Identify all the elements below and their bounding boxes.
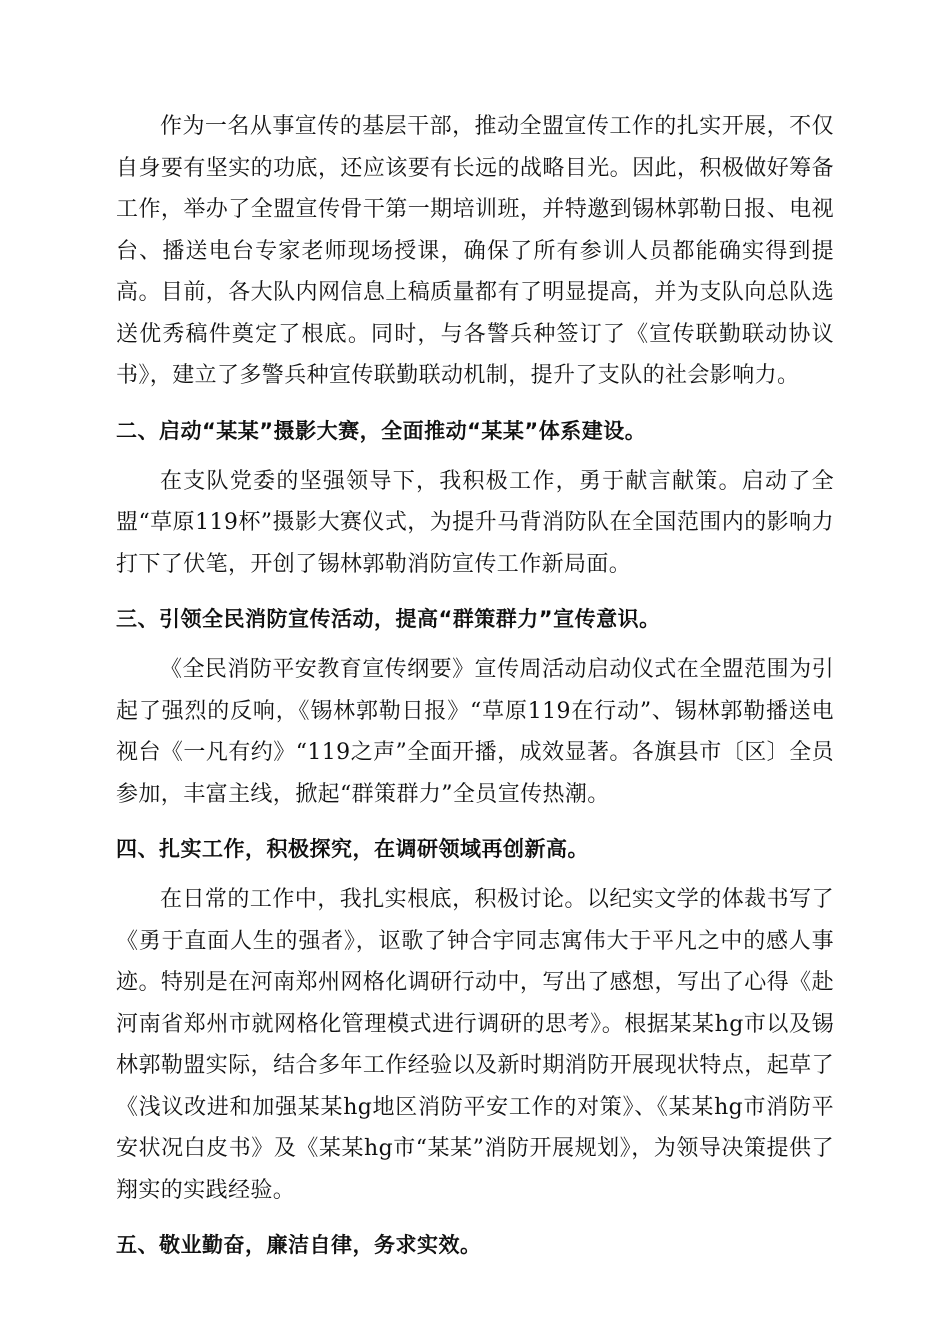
spacer: [116, 1211, 834, 1225]
paragraph-research-work: 在日常的工作中，我扎实根底，积极讨论。以纪实文学的体裁书写了《勇于直面人生的强者》，讴歌了钟合宇同志寓伟大于平凡之中的感人事迹。特别是在河南郑州网格化调研行动中，写出了感想，写出了心得《赴河南省郑州市就网格化管理模式进行调研的思考》。根据某某hg市以及锡林郭勒盟实际，结合多年工作经验以及新时期消防开展现状特点，起草了《浅议改进和加强某某hg地区消防平安工作的对策》、《某某hg市消防平安状况白皮书》及《某某hg市“某某”消防开展规划》，为领导决策提供了翔实的实践经验。: [116, 887, 834, 1203]
spacer: [116, 869, 834, 879]
paragraph-publicity-training: 作为一名从事宣传的基层干部，推动全盟宣传工作的扎实开展，不仅自身要有坚实的功底，还应该要有长远的战略目光。因此，积极做好筹备工作，举办了全盟宣传骨干第一期培训班，并特邀到锡林郭勒日报、电视台、播送电台专家老师现场授课，确保了所有参训人员都能确实得到提高。目前，各大队内网信息上稿质量都有了明显提高，并为支队向总队选送优秀稿件奠定了根底。同时，与各警兵种签订了《宣传联勤联动协议书》，建立了多警兵种宣传联勤联动机制，提升了支队的社会影响力。: [116, 114, 834, 388]
section-heading-4: 四、扎实工作，积极探究，在调研领域再创新高。: [116, 837, 589, 861]
section-heading-3: 三、引领全民消防宣传活动，提高“群策群力”宣传意识。: [116, 607, 661, 631]
spacer: [116, 815, 834, 829]
paragraph-fire-safety-campaign: 《全民消防平安教育宣传纲要》宣传周活动启动仪式在全盟范围为引起了强烈的反响，《锡林郭勒日报》“草原119在行动”、锡林郭勒播送电视台《一凡有约》“119之声”全面开播，成效显著。各旗县市〔区〕全员参加，丰富主线，掀起“群策群力”全员宣传热潮。: [116, 657, 834, 807]
document-body: [116, 106, 834, 1265]
spacer: [116, 639, 834, 649]
section-heading-2: 二、启动“某某”摄影大赛，全面推动“某某”体系建设。: [116, 418, 647, 443]
paragraph-photography-contest: 在支队党委的坚强领导下，我积极工作，勇于献言献策。启动了全盟“草原119杯”摄影大赛仪式，为提升马背消防队在全国范围内的影响力打下了伏笔，开创了锡林郭勒消防宣传工作新局面。: [116, 468, 834, 577]
spacer: [116, 585, 834, 599]
spacer: [116, 451, 834, 461]
spacer: [116, 397, 834, 411]
section-heading-5: 五、敬业勤奋，廉洁自律，务求实效。: [116, 1233, 482, 1257]
